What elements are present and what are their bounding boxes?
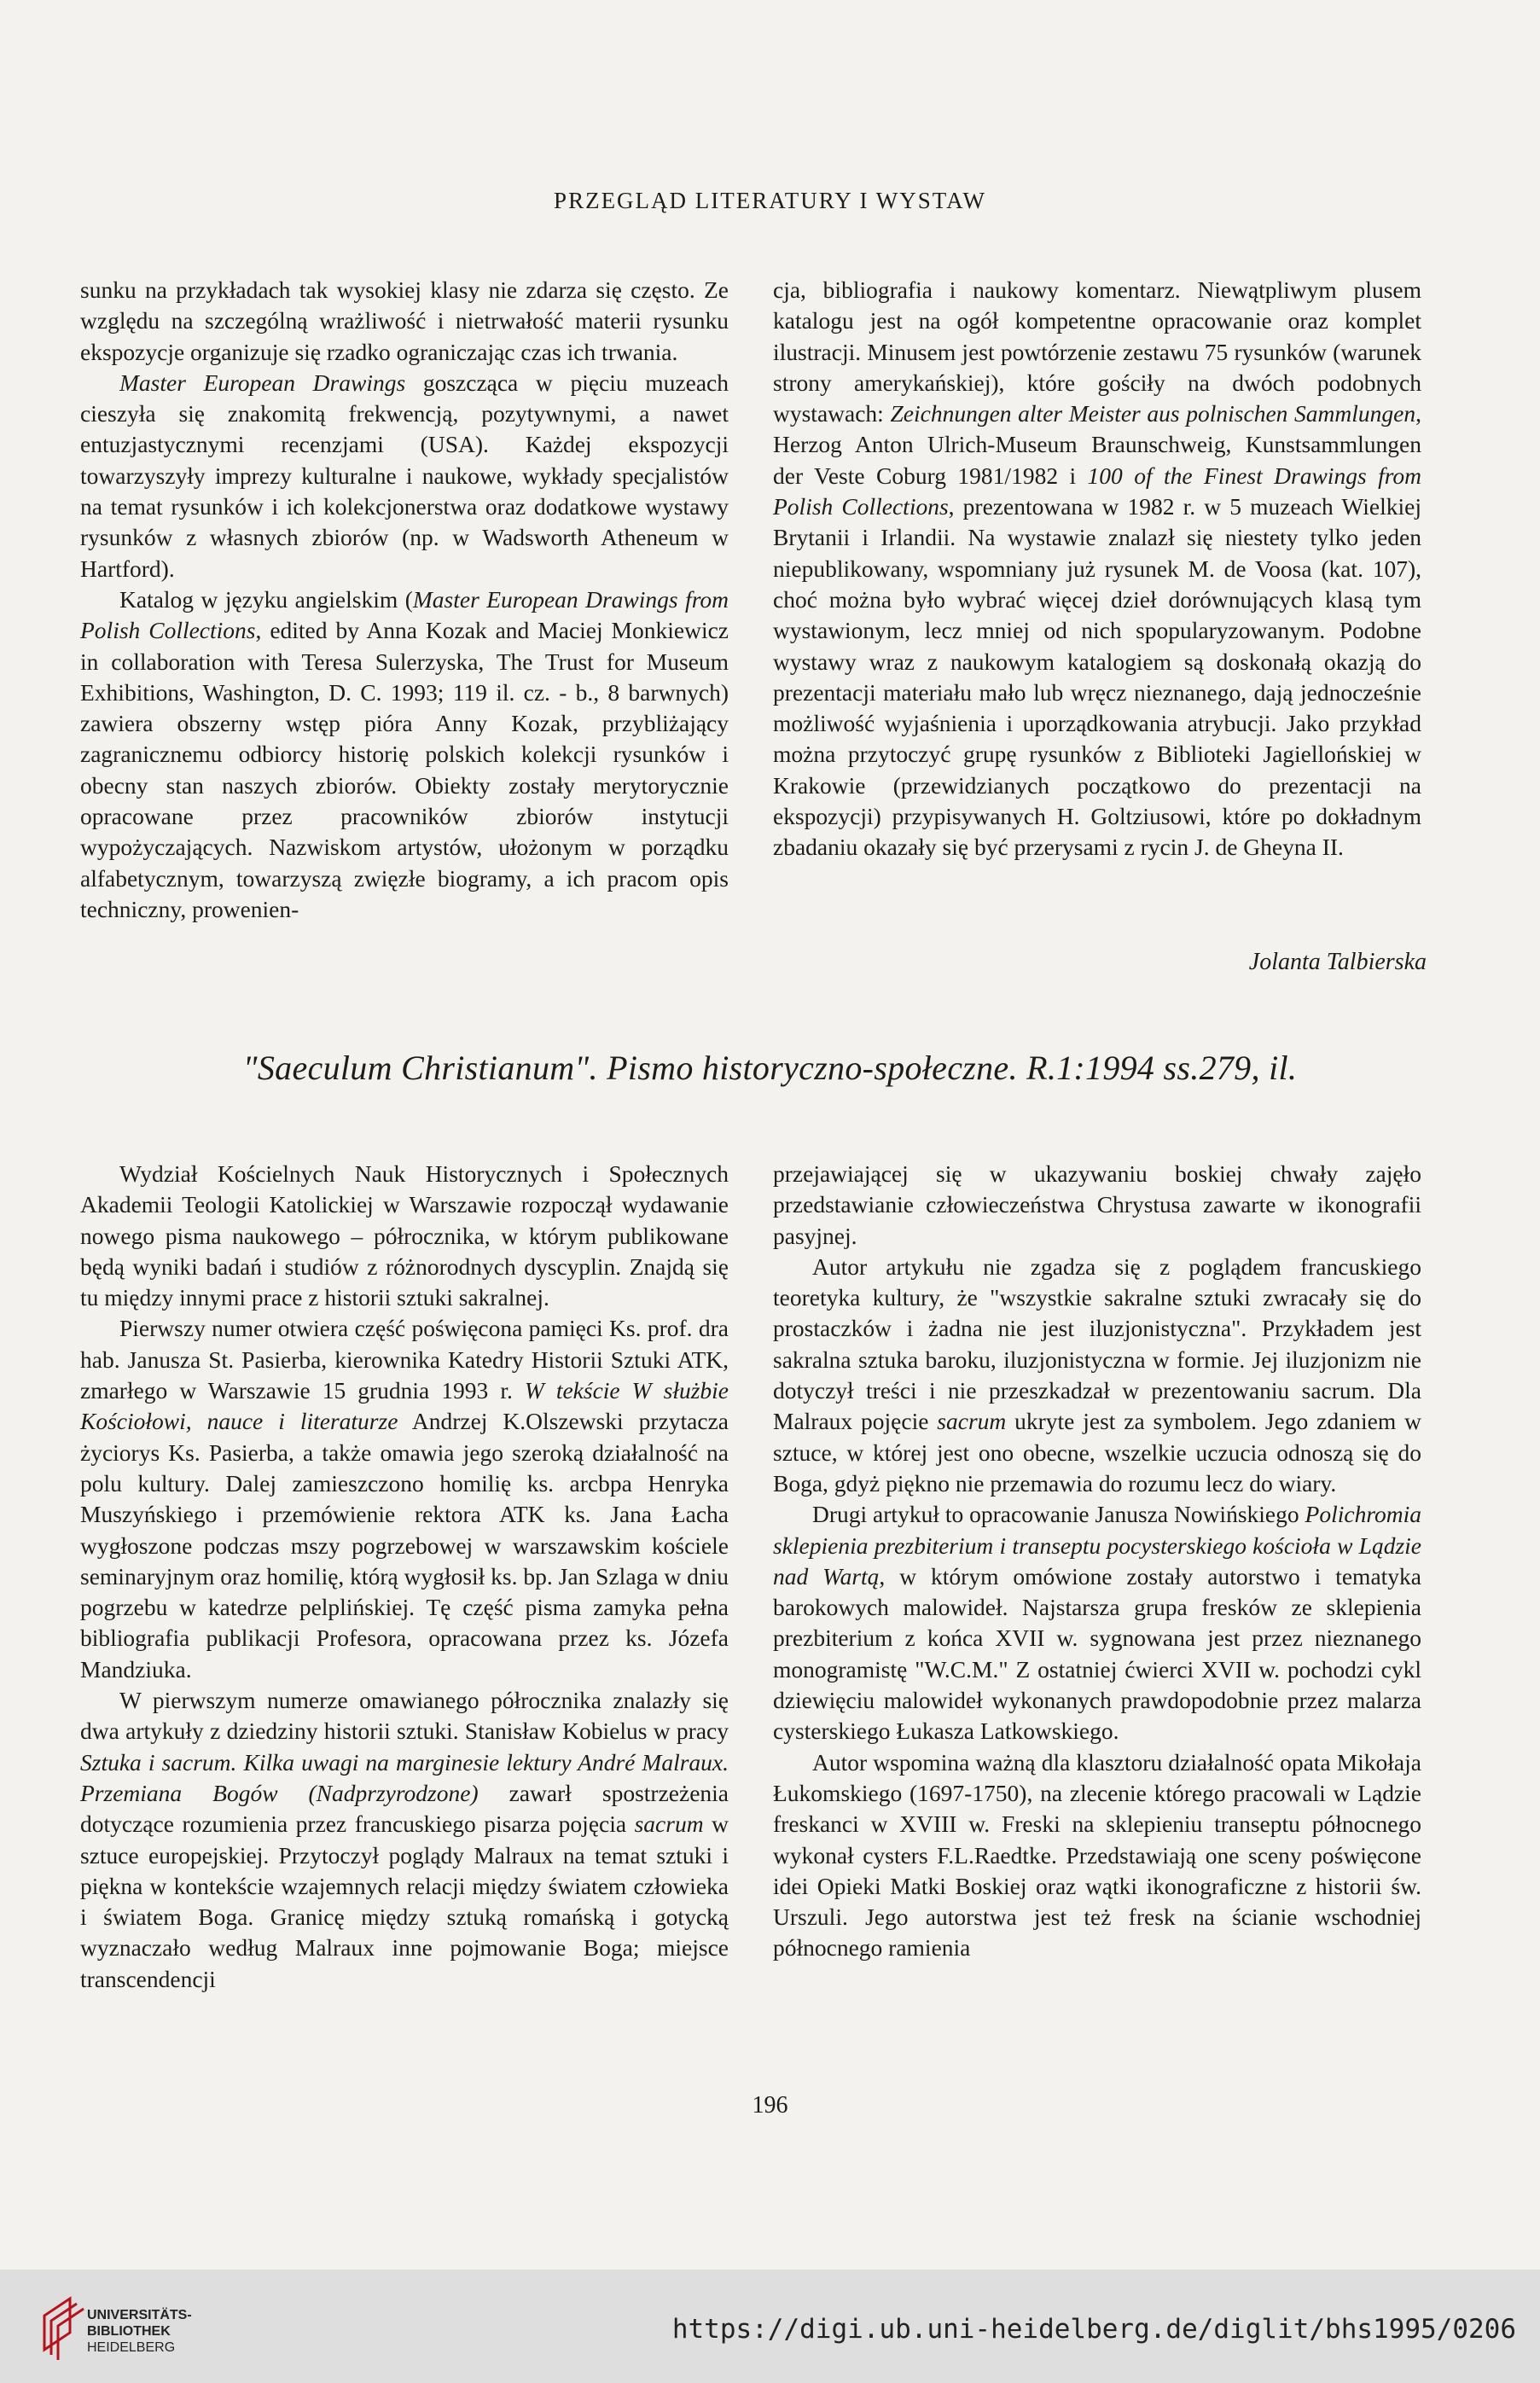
source-url[interactable]: https://digi.ub.uni-heidelberg.de/diglit/bhs1995/0206 bbox=[671, 2314, 1516, 2345]
text-run: goszcząca w pięciu muzeach cieszyła się znakomitą frekwencją, pozytywnymi, a nawet entuzjastycznymi recenzjami (USA). Każdej ekspozycji towarzyszyły imprezy kulturalne i naukowe, wykłady specjalistów na temat rysunków i ich kolekcjonerstwa oraz dodatkowe wystawy rysunków z własnych zbiorów (np. w Wadsworth Atheneum w Hartford). bbox=[80, 369, 729, 582]
text-run: W pierwszym numerze omawianego półrocznika znalazły się dwa artykuły z dziedziny historii sztuki. Stanisław Kobielus w pracy bbox=[80, 1687, 729, 1745]
running-head: PRZEGLĄD LITERATURY I WYSTAW bbox=[554, 188, 986, 213]
text-run: , w którym omówione zostały autorstwo i tematyka barokowych malowideł. Najstarsza grupa fresków ze sklepienia prezbiterium z końca XVII w. sygnowana jest przez nieznanego monogramistę "W.C.M." Z ostatniej ćwierci XVII w. pochodzi cykl dziewięciu malowideł wykonanych prawdopodobnie przez malarza cysterskiego Łukasza Latkowskiego. bbox=[773, 1562, 1421, 1745]
library-name bbox=[87, 2307, 192, 2356]
text-run: , Herzog Anton Ulrich-Museum Braunschweig, Kunstsammlungen der Veste Coburg 1981/1982 i bbox=[773, 400, 1421, 489]
text-run: Andrzej K.Olszewski przytacza życiorys Ks. Pasierba, a także omawia jego szeroką działalność na polu kultury. Dalej zamieszczono homilię ks. arcbpa Henryka Muszyńskiego i przemówienie rektora ATK ks. Jana Łacha wygłoszone podczas mszy pogrzebowej w warszawskim kościele seminaryjnym oraz homilię, którą wygłosił ks. bp. Jan Szlaga w dniu pogrzebu w katedrze pelplińskiej. Tę część pisma zamyka pełna bibliografia publikacji Profesora, opracowana przez ks. Józefa Mandziuka. bbox=[80, 1408, 729, 1683]
review-title: "Saeculum Christianum". Pismo historyczno-społeczne. R.1:1994 ss.279, il. bbox=[242, 1049, 1298, 1087]
paragraph bbox=[80, 275, 729, 368]
italic-run: W tekście W służbie Kościołowi, nauce i literaturze bbox=[80, 1377, 729, 1435]
text-run: Wydział Kościelnych Nauk Historycznych i Społecznych Akademii Teologii Katolickiej w Warszawie rozpoczął wydawanie nowego pisma naukowego – półrocznika, w którym publikowane będą wyniki badań i studiów z różnorodnych dyscyplin. Znajdą się tu między innymi prace z historii sztuki sakralnej. bbox=[80, 1160, 729, 1311]
author-signature: Jolanta Talbierska bbox=[1248, 949, 1427, 975]
italic-run: 100 of the Finest Drawings from Polish Collections bbox=[773, 462, 1421, 520]
text-run: przejawiającej się w ukazywaniu boskiej chwały zajęło przedstawianie człowieczeństwa Chrystusa zawarte w ikonografii pasyjnej. bbox=[773, 1160, 1421, 1249]
text-run: Pierwszy numer otwiera część poświęcona pamięci Ks. prof. dra hab. Janusza St. Pasierba, kierownika Katedry Historii Sztuki ATK, zmarłego w Warszawie 15 grudnia 1993 r. bbox=[80, 1315, 729, 1404]
library-name-line1: UNIVERSITÄTS- bbox=[87, 2308, 192, 2322]
text-run: w sztuce europejskiej. Przytoczył poglądy Malraux na temat sztuki i piękna w kontekście wzajemnych relacji między światem człowieka i światem Boga. Granicę między sztuką romańską i gotycką wyznaczało według Malraux inne pojmowanie Boga; miejsce transcendencji bbox=[80, 1810, 729, 1992]
text-run: cja, bibliografia i naukowy komentarz. Niewątpliwym plusem katalogu jest na ogół kompetentne opracowanie oraz komplet ilustracji. Minusem jest powtórzenie zestawu 75 rysunków (warunek strony amerykańskiej), które gościły na dwóch podobnych wystawach: bbox=[773, 276, 1421, 427]
paragraph bbox=[80, 1159, 729, 1313]
library-name-line3: HEIDELBERG bbox=[87, 2340, 176, 2355]
italic-run: Master European Drawings bbox=[119, 369, 406, 396]
italic-run: Sztuka i sacrum. Kilka uwagi na marginesie lektury André Malraux. Przemiana Bogów (Nadprzyrodzone) bbox=[80, 1748, 729, 1806]
text-run: , edited by Anna Kozak and Maciej Monkiewicz in collaboration with Teresa Sulerzyska, The Trust for Museum Exhibitions, Washington, D. C. 1993; 119 il. cz. - b., 8 barwnych) zawiera obszerny wstęp pióra Anny Kozak, przybliżający zagranicznemu odbiorcy historię polskich kolekcji rysunków i obecny stan naszych zbiorów. Obiekty zostały merytorycznie opracowane przez pracowników zbiorów instytucji wypożyczających. Nazwiskom artystów, ułożonym w porządku alfabetycznym, towarzyszą zwięzłe biogramy, a ich pracom opis techniczny, prowenien- bbox=[80, 617, 729, 922]
text-run: Autor wspomina ważną dla klasztoru działalność opata Mikołaja Łukomskiego (1697-1750), na zlecenie którego pracowali w Lądzie freskanci w XVIII w. Freski na sklepieniu transeptu północnego wykonał cysters F.L.Raedtke. Przedstawiają one sceny poświęcone idei Opieki Matki Boskiej oraz wątki ikonograficzne z historii św. Urszuli. Jego autorstwa jest też fresk na ścianie wschodniej północnego ramienia bbox=[773, 1748, 1421, 1962]
review2-left-column bbox=[80, 1159, 729, 1995]
paragraph bbox=[773, 1747, 1421, 1964]
paragraph bbox=[773, 275, 1421, 863]
text-run: , prezentowana w 1982 r. w 5 muzeach Wielkiej Brytanii i Irlandii. Na wystawie znalazł się niestety tylko jeden niepublikowany, wspomniany już rysunek M. de Voosa (kat. 107), choć można było wybrać więcej dzieł dorównujących klasą tym wystawionym, lecz mniej od nich spopularyzowanym. Podobne wystawy wraz z naukowym katalogiem są doskonałą okazją do prezentacji materiału mało lub wręcz nieznanego, dają jednocześnie możliwość wyjaśnienia i uporządkowania atrybucji. Jako przykład można przytoczyć grupę rysunków z Biblioteki Jagiellońskiej w Krakowie (przewidzianych początkowo do prezentacji na ekspozycji) przypisywanych H. Goltziusowi, które po dokładnym zbadaniu okazały się być przerysami z rycin J. de Gheyna II. bbox=[773, 493, 1421, 861]
review1-left-column bbox=[80, 275, 729, 925]
paragraph bbox=[80, 1313, 729, 1685]
paragraph bbox=[80, 584, 729, 925]
review1-right-column bbox=[773, 275, 1421, 863]
footer-bar bbox=[0, 2270, 1540, 2383]
italic-run: sacrum bbox=[937, 1408, 1007, 1435]
paragraph bbox=[80, 368, 729, 584]
text-run: sunku na przykładach tak wysokiej klasy nie zdarza się często. Ze względu na szczególną wrażliwość i nietrwałość materii rysunku ekspozycje organizuje się rzadko ograniczając czas ich trwania. bbox=[80, 276, 729, 365]
review2-right-column bbox=[773, 1159, 1421, 1964]
text-run: zawarł spostrzeżenia dotyczące rozumienia przez francuskiego pisarza pojęcia bbox=[80, 1779, 729, 1838]
text-run: Drugi artykuł to opracowanie Janusza Nowińskiego bbox=[812, 1501, 1305, 1528]
text-run: Autor artykułu nie zgadza się z poglądem francuskiego teoretyka kultury, że "wszystkie sakralne sztuki zwracały się do prostaczków i żadna nie jest iluzjonistyczna". Przykładem jest sakralna sztuka baroku, iluzjonistyczna w formie. Jej iluzjonizm nie dotyczył treści i nie przeszkadzał w prezentowaniu sacrum. Dla Malraux pojęcie bbox=[773, 1253, 1421, 1435]
library-name-line2: BIBLIOTHEK bbox=[87, 2324, 171, 2339]
paragraph bbox=[80, 1685, 729, 1995]
paragraph bbox=[773, 1499, 1421, 1747]
text-run: Katalog w języku angielskim ( bbox=[119, 585, 413, 613]
paragraph bbox=[773, 1252, 1421, 1499]
text-run: ukryte jest za symbolem. Jego zdaniem w sztuce, w której jest ono obecne, wszelkie uczucia odnoszą się do Boga, gdyż piękno nie przemawia do rozumu lecz do wiary. bbox=[773, 1408, 1421, 1497]
italic-run: Master European Drawings from Polish Collections bbox=[80, 585, 729, 644]
paragraph bbox=[773, 1159, 1421, 1252]
italic-run: sacrum bbox=[634, 1810, 704, 1838]
italic-run: Polichromia sklepienia prezbiterium i transeptu pocysterskiego kościoła w Lądzie nad Wartą bbox=[773, 1501, 1421, 1590]
italic-run: Zeichnungen alter Meister aus polnischen Sammlungen bbox=[890, 400, 1416, 427]
page-number: 196 bbox=[752, 2092, 788, 2119]
